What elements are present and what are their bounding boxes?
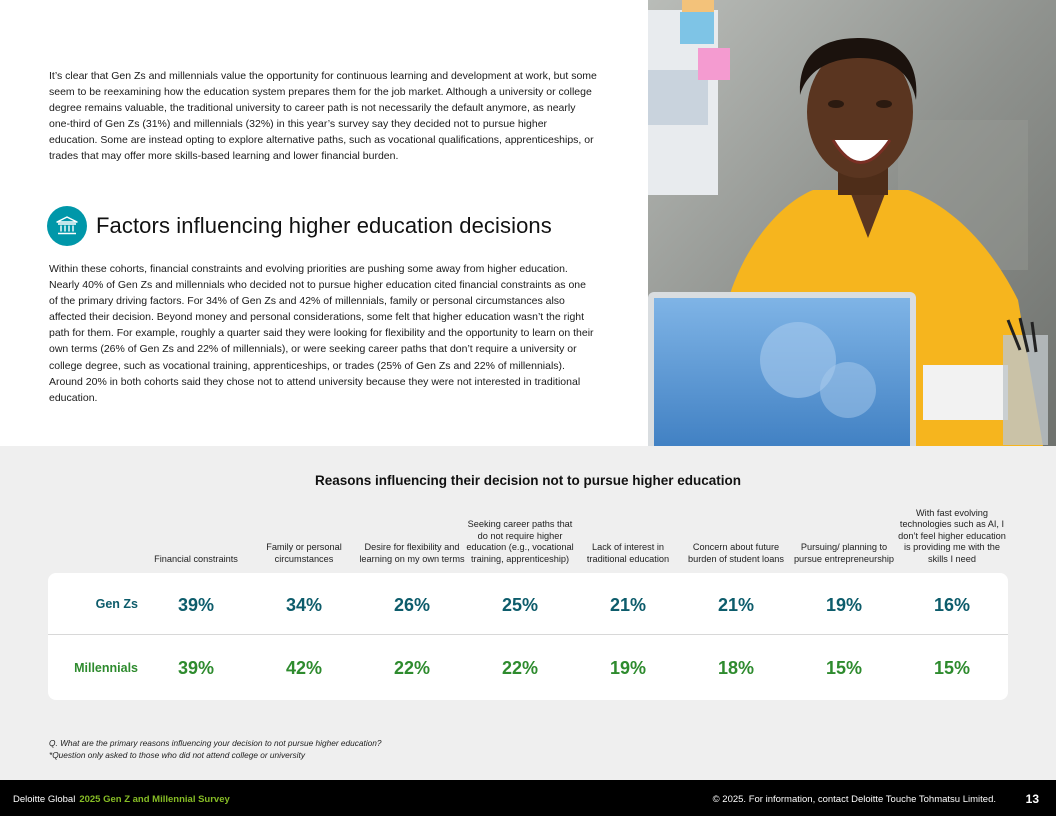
table-cell: 15%	[933, 658, 971, 678]
footer-brand	[13, 794, 230, 805]
footnote-note: *Question only asked to those who did not attend college or university	[49, 750, 305, 760]
page-footer	[0, 780, 1056, 816]
column-header: Concern about future burden of student loans	[687, 542, 785, 564]
chart-section	[0, 446, 1056, 780]
table-cell: 19%	[825, 595, 863, 615]
footer-brand-name: Deloitte Global	[13, 794, 76, 805]
table-cell: 16%	[933, 595, 971, 615]
column-header: With fast evolving technologies such as AI, I don’t feel higher education is providing me with the skills I need	[898, 507, 1006, 564]
table-cell: 22%	[501, 658, 539, 678]
table-cell: 21%	[609, 595, 647, 615]
footnote-question: Q. What are the primary reasons influencing your decision to not pursue higher education?	[49, 738, 382, 748]
column-header: Family or personal circumstances	[266, 542, 342, 564]
column-header: Pursuing/ planning to pursue entrepreneurship	[793, 542, 895, 564]
table-cell: 39%	[177, 658, 215, 678]
row-divider	[48, 634, 1008, 635]
table-cell: 39%	[177, 595, 215, 615]
column-header: Lack of interest in traditional education	[586, 542, 670, 564]
table-cell: 26%	[393, 595, 431, 615]
results-table	[48, 573, 1008, 700]
page-number: 13	[1025, 792, 1039, 806]
table-cell: 34%	[285, 595, 323, 615]
footnote	[49, 737, 382, 761]
footer-copyright: © 2025. For information, contact Deloitte Touche Tohmatsu Limited.	[712, 794, 996, 805]
section-heading	[47, 206, 552, 246]
table-cell: 18%	[717, 658, 755, 678]
column-header: Financial constraints	[154, 553, 238, 564]
table-cell: 21%	[717, 595, 755, 615]
footer-survey-name: 2025 Gen Z and Millennial Survey	[79, 794, 230, 805]
row-label-millennials: Millennials	[74, 661, 138, 675]
chart-title: Reasons influencing their decision not to pursue higher education	[314, 473, 742, 488]
section-body: Within these cohorts, financial constraints and evolving priorities are pushing some away from higher education. Nearly 40% of Gen Zs and millennials who decided not to pursue higher education cited financial constraints as one of the primary driving factors. For 34% of Gen Zs and 42% of millennials, family or personal circumstances also affected their decision. Beyond money and personal considerations, some felt that higher education wasn’t the right path for them. For example, roughly a quarter said they were looking for flexibility and the opportunity to learn on their own terms (26% of Gen Zs and 22% of millennials), or were seeking career paths that don’t require a university or college degree, such as vocational training, apprenticeships, or trades (25% of Gen Zs and 22% of millennials). Around 20% in both cohorts said they chose not to attend university because they were not interested in traditional education.	[49, 263, 594, 404]
table-cell: 15%	[825, 658, 863, 678]
table-cell: 19%	[609, 658, 647, 678]
institution-icon	[47, 206, 87, 246]
table-cell: 25%	[501, 595, 539, 615]
intro-paragraph: It’s clear that Gen Zs and millennials value the opportunity for continuous learning and development at work, but some seem to be reexamining how the education system prepares them for the job market. Although a university or college degree remains valuable, the traditional university to career path is not necessarily the default anymore, as nearly one-third of Gen Zs (31%) and millennials (32%) in this year’s survey say they decided not to pursue higher education. Some are instead opting to explore alternative paths, such as vocational qualifications, apprenticeships, or trades that may offer more skills-based learning and lower financial burden.	[49, 70, 597, 163]
table-cell: 22%	[393, 658, 431, 678]
column-header: Seeking career paths that do not require higher education (e.g., vocational training, apprenticeship)	[466, 519, 574, 564]
student-photo	[648, 0, 1056, 446]
row-label-genz: Gen Zs	[95, 597, 138, 611]
table-cell: 42%	[285, 658, 323, 678]
section-title: Factors influencing higher education decisions	[96, 213, 552, 238]
column-header: Desire for flexibility and learning on my own terms	[359, 542, 465, 564]
